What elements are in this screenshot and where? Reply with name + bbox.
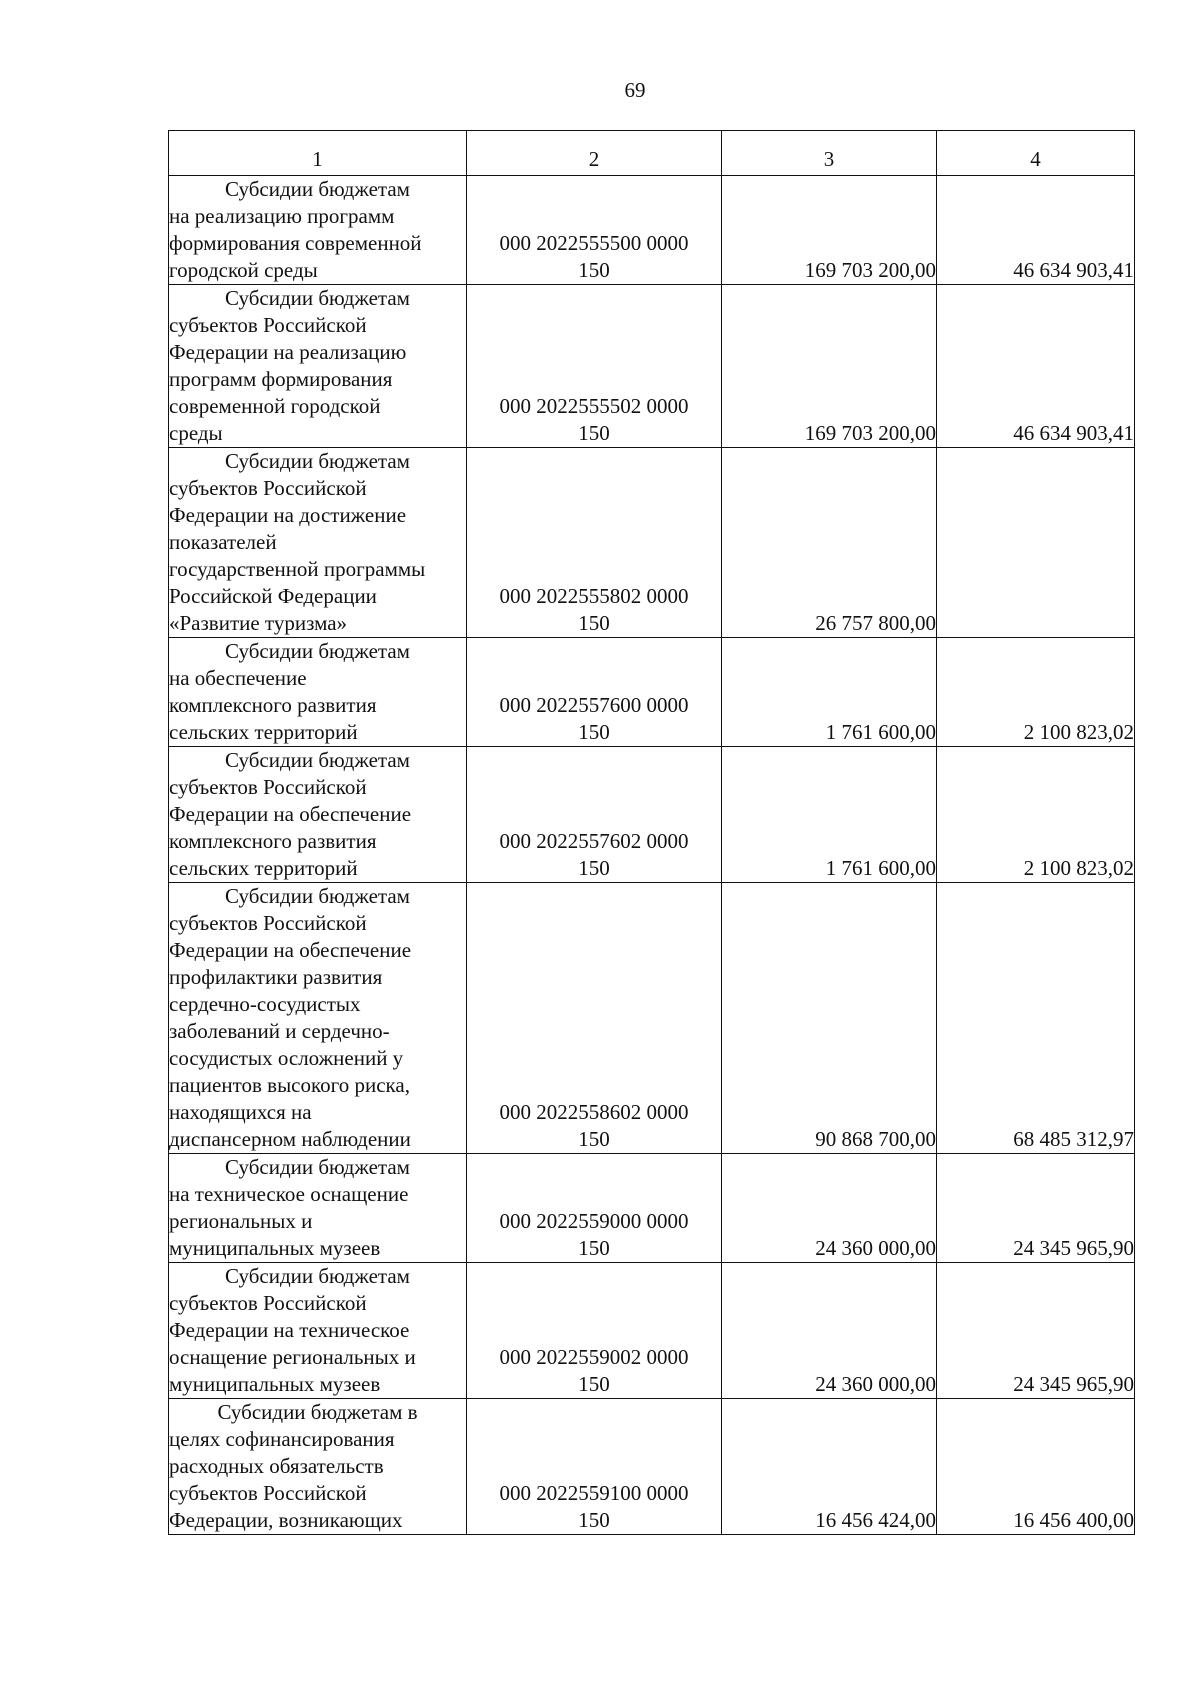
description-line: Федерации на техническое	[169, 1318, 410, 1342]
description-line: «Развитие туризма»	[169, 611, 348, 635]
description-line: оснащение региональных и	[169, 1345, 416, 1369]
budget-code-line: 000 2022555802 0000	[499, 584, 689, 608]
table-body	[169, 176, 1135, 1535]
budget-code-line: 000 2022555500 0000	[499, 231, 689, 255]
budget-code-line: 000 2022559002 0000	[499, 1345, 689, 1369]
description-line: Субсидии бюджетам	[225, 1155, 410, 1179]
description-line: пациентов высокого риска,	[169, 1073, 410, 1097]
budget-code-cell	[467, 883, 722, 1154]
description-line: субъектов Российской	[169, 1481, 367, 1505]
description-line: сердечно-сосудистых	[169, 992, 361, 1016]
description-line: целях софинансирования	[169, 1427, 395, 1451]
amount-col3-cell: 169 703 200,00	[722, 176, 937, 285]
description-line: Субсидии бюджетам	[225, 449, 410, 473]
budget-code-line: 150	[578, 720, 610, 744]
description-line: Российской Федерации	[169, 584, 377, 608]
amount-col3-cell: 169 703 200,00	[722, 285, 937, 448]
description-line: Субсидии бюджетам	[225, 1264, 410, 1288]
budget-code-cell	[467, 1154, 722, 1263]
amount-col4-cell: 24 345 965,90	[937, 1263, 1135, 1399]
description-line: Субсидии бюджетам	[225, 748, 410, 772]
table-row	[169, 285, 1135, 448]
budget-code-line: 000 2022559100 0000	[499, 1481, 689, 1505]
description-line: на обеспечение	[169, 666, 307, 690]
income-description-cell	[169, 638, 467, 747]
page-number: 69	[624, 78, 646, 102]
description-line: государственной программы	[169, 557, 426, 581]
description-line: Федерации на обеспечение	[169, 938, 412, 962]
amount-col4-cell	[937, 448, 1135, 638]
income-description-cell	[169, 1263, 467, 1399]
amount-col3-cell: 16 456 424,00	[722, 1399, 937, 1535]
description-line: Субсидии бюджетам	[225, 177, 410, 201]
income-description-cell	[169, 448, 467, 638]
amount-col3-cell: 26 757 800,00	[722, 448, 937, 638]
description-line: субъектов Российской	[169, 911, 367, 935]
budget-code-line: 000 2022557600 0000	[499, 693, 689, 717]
table-row	[169, 1399, 1135, 1535]
budget-code-line: 150	[578, 1236, 610, 1260]
description-line: субъектов Российской	[169, 476, 367, 500]
description-line: на техническое оснащение	[169, 1182, 409, 1206]
amount-col3-cell: 24 360 000,00	[722, 1263, 937, 1399]
budget-code-cell	[467, 285, 722, 448]
amount-col4-cell: 24 345 965,90	[937, 1154, 1135, 1263]
description-line: муниципальных музеев	[169, 1236, 381, 1260]
budget-code-line: 150	[578, 611, 610, 635]
table-row	[169, 448, 1135, 638]
budget-code-line: 000 2022558602 0000	[499, 1100, 689, 1124]
amount-col4-cell: 16 456 400,00	[937, 1399, 1135, 1535]
amount-col3-cell: 1 761 600,00	[722, 747, 937, 883]
income-description-cell	[169, 1154, 467, 1263]
description-line: расходных обязательств	[169, 1454, 384, 1478]
description-line: Субсидии бюджетам	[225, 884, 410, 908]
description-line: диспансерном наблюдении	[169, 1127, 411, 1151]
amount-col3-cell: 1 761 600,00	[722, 638, 937, 747]
budget-code-line: 150	[578, 856, 610, 880]
description-line: субъектов Российской	[169, 1291, 367, 1315]
description-line: формирования современной	[169, 231, 422, 255]
description-line: среды	[169, 421, 223, 445]
description-line: Федерации, возникающих	[169, 1508, 403, 1532]
description-line: современной городской	[169, 394, 381, 418]
column-header-4: 4	[937, 131, 1135, 176]
description-line: Федерации на достижение	[169, 503, 407, 527]
table-row	[169, 638, 1135, 747]
budget-code-line: 000 2022559000 0000	[499, 1209, 689, 1233]
budget-code-cell	[467, 638, 722, 747]
amount-col4-cell: 68 485 312,97	[937, 883, 1135, 1154]
description-line: сельских территорий	[169, 856, 358, 880]
income-description-cell	[169, 883, 467, 1154]
table-row	[169, 1263, 1135, 1399]
description-line: Субсидии бюджетам	[225, 639, 410, 663]
column-header-2: 2	[467, 131, 722, 176]
description-line: комплексного развития	[169, 829, 377, 853]
description-line: находящихся на	[169, 1100, 312, 1124]
amount-col3-cell: 90 868 700,00	[722, 883, 937, 1154]
budget-code-cell	[467, 1399, 722, 1535]
description-line: заболеваний и сердечно-	[169, 1019, 390, 1043]
budget-code-line: 000 2022555502 0000	[499, 394, 689, 418]
budget-code-line: 150	[578, 1127, 610, 1151]
budget-table	[168, 130, 1135, 1535]
column-header-3: 3	[722, 131, 937, 176]
budget-code-line: 150	[578, 258, 610, 282]
amount-col4-cell: 2 100 823,02	[937, 638, 1135, 747]
column-header-1: 1	[169, 131, 467, 176]
description-line: субъектов Российской	[169, 775, 367, 799]
description-line: комплексного развития	[169, 693, 377, 717]
description-line: сосудистых осложнений у	[169, 1046, 404, 1070]
description-line: субъектов Российской	[169, 313, 367, 337]
table-row	[169, 1154, 1135, 1263]
description-line: Субсидии бюджетам	[225, 286, 410, 310]
budget-code-line: 150	[578, 1508, 610, 1532]
description-line: Федерации на реализацию	[169, 340, 407, 364]
description-line: сельских территорий	[169, 720, 358, 744]
amount-col4-cell: 46 634 903,41	[937, 176, 1135, 285]
table-row	[169, 747, 1135, 883]
table-row	[169, 883, 1135, 1154]
description-line: региональных и	[169, 1209, 313, 1233]
description-line: показателей	[169, 530, 277, 554]
description-line: на реализацию программ	[169, 204, 395, 228]
income-description-cell	[169, 1399, 467, 1535]
budget-code-cell	[467, 747, 722, 883]
description-line: муниципальных музеев	[169, 1372, 381, 1396]
budget-code-line: 150	[578, 1372, 610, 1396]
description-line: городской среды	[169, 258, 318, 282]
amount-col3-cell: 24 360 000,00	[722, 1154, 937, 1263]
budget-code-line: 150	[578, 421, 610, 445]
amount-col4-cell: 2 100 823,02	[937, 747, 1135, 883]
budget-code-cell	[467, 176, 722, 285]
table-row	[169, 176, 1135, 285]
budget-code-cell	[467, 1263, 722, 1399]
income-description-cell	[169, 176, 467, 285]
amount-col4-cell: 46 634 903,41	[937, 285, 1135, 448]
header-row	[169, 131, 1135, 176]
description-line: Федерации на обеспечение	[169, 802, 412, 826]
budget-code-cell	[467, 448, 722, 638]
income-description-cell	[169, 747, 467, 883]
description-line: программ формирования	[169, 367, 393, 391]
budget-code-line: 000 2022557602 0000	[499, 829, 689, 853]
description-line: Субсидии бюджетам в	[217, 1400, 418, 1424]
income-description-cell	[169, 285, 467, 448]
description-line: профилактики развития	[169, 965, 383, 989]
